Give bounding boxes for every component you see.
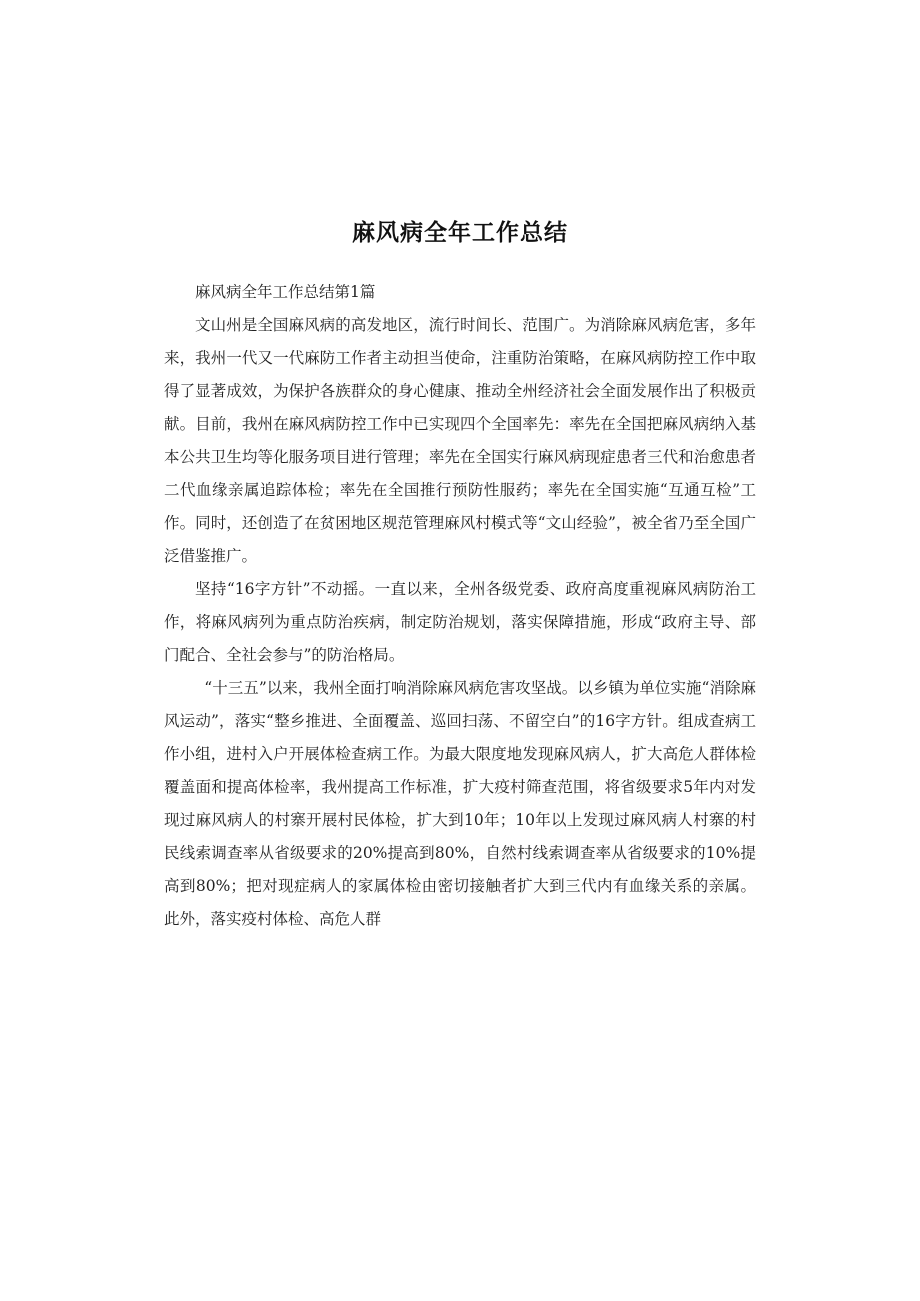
document-body [164,276,756,936]
document-title: 麻风病全年工作总结 [352,220,568,246]
document-subtitle: 麻风病全年工作总结第1篇 [195,283,376,301]
paragraph-1: 文山州是全国麻风病的高发地区，流行时间长、范围广。为消除麻风病危害，多年来，我州一代又一代麻防工作者主动担当使命，注重防治策略，在麻风病防控工作中取得了显著成效，为保护各族群众的身心健康、推动全州经济社会全面发展作出了积极贡献。目前，我州在麻风病防控工作中已实现四个全国率先：率先在全国把麻风病纳入基本公共卫生均等化服务项目进行管理；率先在全国实行麻风病现症患者三代和治愈患者二代血缘亲属追踪体检；率先在全国推行预防性服药；率先在全国实施“互通互检”工作。同时，还创造了在贫困地区规范管理麻风村模式等“文山经验”，被全省乃至全国广泛借鉴推广。 [164,316,756,565]
paragraph-2: 坚持“16字方针”不动摇。一直以来，全州各级党委、政府高度重视麻风病防治工作，将麻风病列为重点防治疾病，制定防治规划，落实保障措施，形成“政府主导、部门配合、全社会参与”的防治格局。 [164,580,756,664]
paragraph-3: “十三五”以来，我州全面打响消除麻风病危害攻坚战。以乡镇为单位实施“消除麻风运动”，落实“整乡推进、全面覆盖、巡回扫荡、不留空白”的16字方针。组成查病工作小组，进村入户开展体检查病工作。为最大限度地发现麻风病人，扩大高危人群体检覆盖面和提高体检率，我州提高工作标准，扩大疫村筛查范围，将省级要求5年内对发现过麻风病人的村寨开展村民体检，扩大到10年；10年以上发现过麻风病人村寨的村民线索调查率从省级要求的20%提高到80%，自然村线索调查率从省级要求的10%提高到80%；把对现症病人的家属体检由密切接触者扩大到三代内有血缘关系的亲属。此外，落实疫村体检、高危人群 [164,679,756,928]
